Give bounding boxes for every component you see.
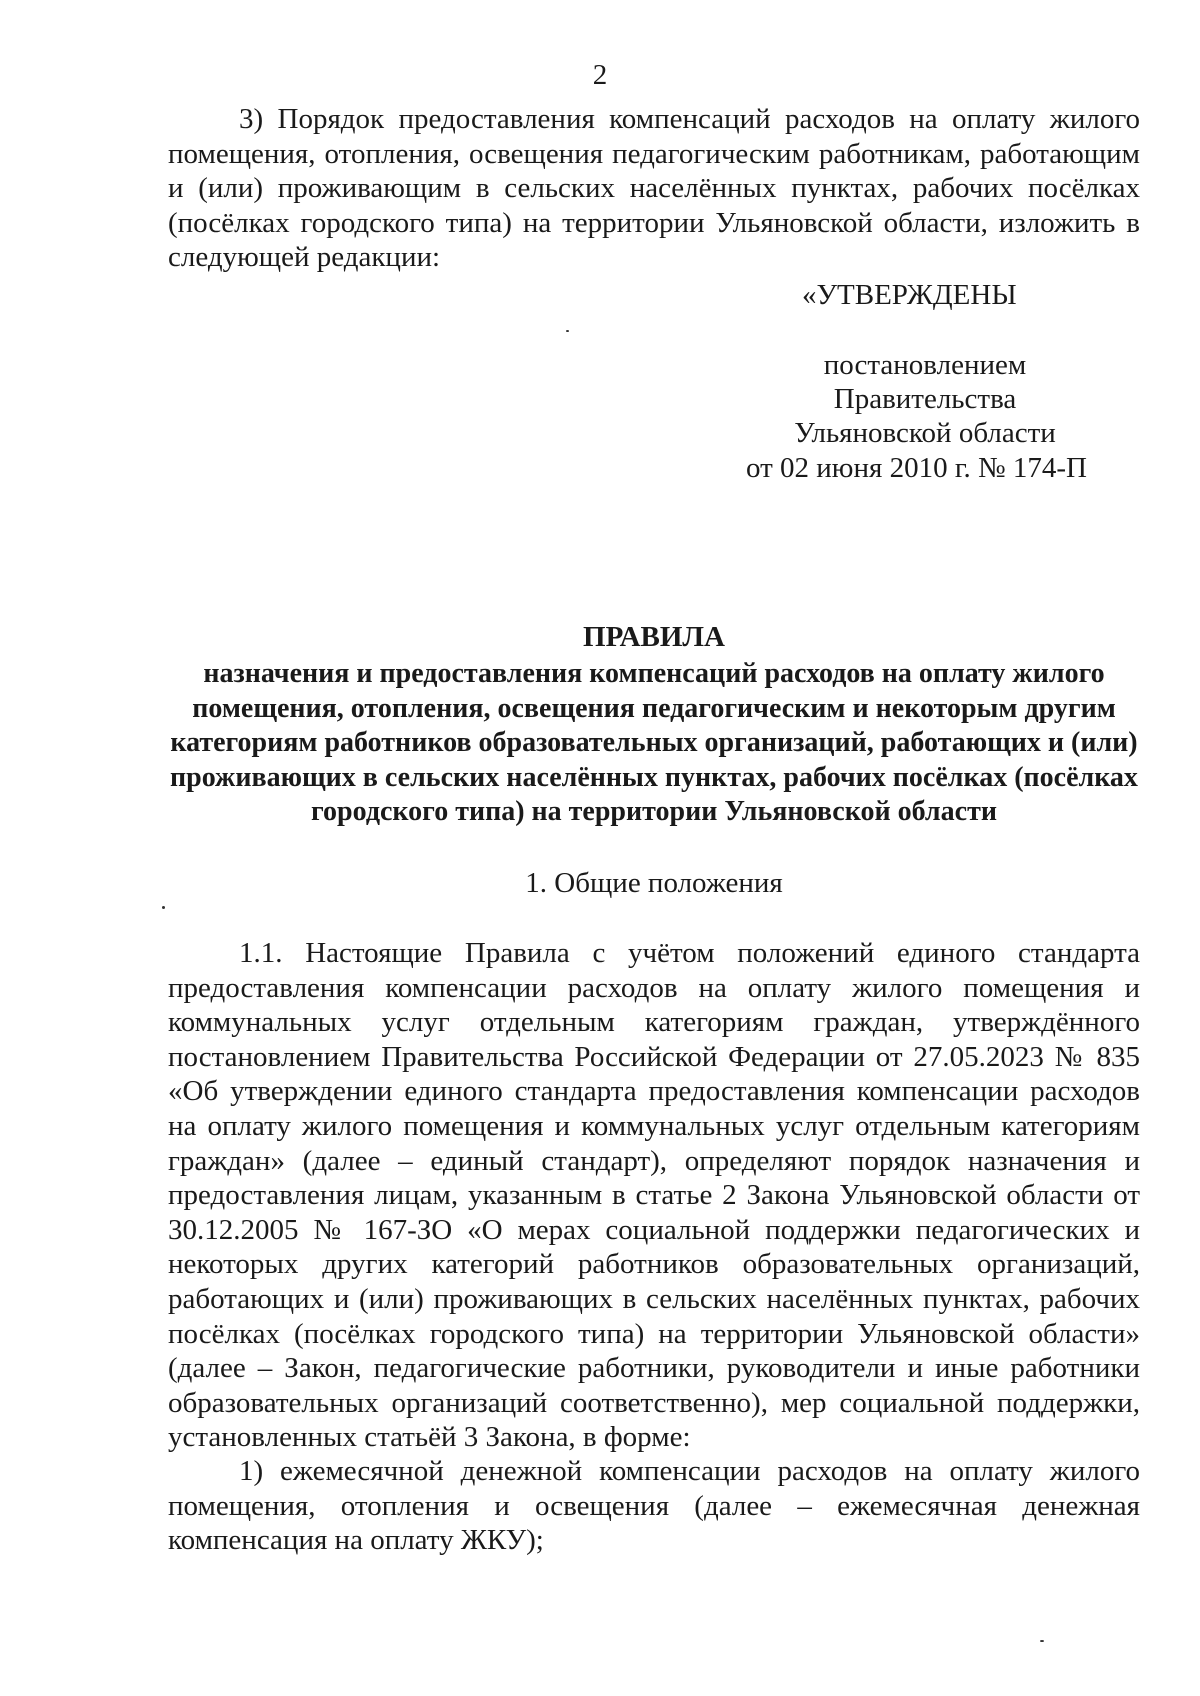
list-item-1: 1) ежемесячной денежной компенсации расходов на оплату жилого помещения, отопления и освещения (далее – ежемесячная денежная компенсация на оплату ЖКУ); xyxy=(168,1455,1140,1557)
scan-speck xyxy=(162,906,165,909)
scan-speck xyxy=(566,330,569,332)
intro-paragraph: 3) Порядок предоставления компенсаций расходов на оплату жилого помещения, отопления, освещения педагогическим работникам, работающим и (или) проживающим в сельских населённых пунктах, рабочих посёлках (посёлках городского типа) на территории Ульяновской области, изложить в следующей редакции: xyxy=(168,103,1140,274)
paragraph-1-1: 1.1. Настоящие Правила с учётом положений единого стандарта предоставления компенсации расходов на оплату жилого помещения и коммунальных услуг отдельным категориям граждан, утверждённого постановлением Правительства Российской Федерации от 27.05.2023 № 835 «Об утверждении единого стандарта предоставления компенсации расходов на оплату жилого помещения и коммунальных услуг отдельным категориям граждан» (далее – единый стандарт), определяют порядок назначения и предоставления лицам, указанным в статье 2 Закона Ульяновской области от 30.12.2005 № 167-ЗО «О мерах социальной поддержки педагогических и некоторых других категорий работников образовательных организаций, работающих и (или) проживающих в сельских населённых пунктах, рабочих посёлках (посёлках городского типа) на территории Ульяновской области» (далее – Закон, педагогические работники, руководители и иные работники образовательных организаций соответственно), мер социальной поддержки, установленных статьёй 3 Закона, в форме: xyxy=(168,937,1140,1454)
rules-title-subtitle: назначения и предоставления компенсаций расходов на оплату жилого помещения, отопления, освещения педагогическим и некоторым другим категориям работников образовательных организаций, работающих и (или) проживающих в сельских населённых пунктах, рабочих посёлках (посёлках городского типа) на территории Ульяновской области xyxy=(170,658,1138,828)
page-number: 2 xyxy=(592,59,608,91)
approval-stamp-body xyxy=(735,348,1115,450)
approval-stamp-line2: Ульяновской области xyxy=(794,417,1056,449)
approval-stamp-heading: «УТВЕРЖДЕНЫ xyxy=(802,279,1017,311)
approval-stamp-line1: постановлением Правительства xyxy=(823,349,1027,415)
approval-stamp-date: от 02 июня 2010 г. № 174-П xyxy=(746,452,1087,484)
section-1-heading: 1. Общие положения xyxy=(525,867,783,899)
scan-speck xyxy=(1040,1640,1044,1642)
rules-title-heading: ПРАВИЛА xyxy=(583,621,725,653)
